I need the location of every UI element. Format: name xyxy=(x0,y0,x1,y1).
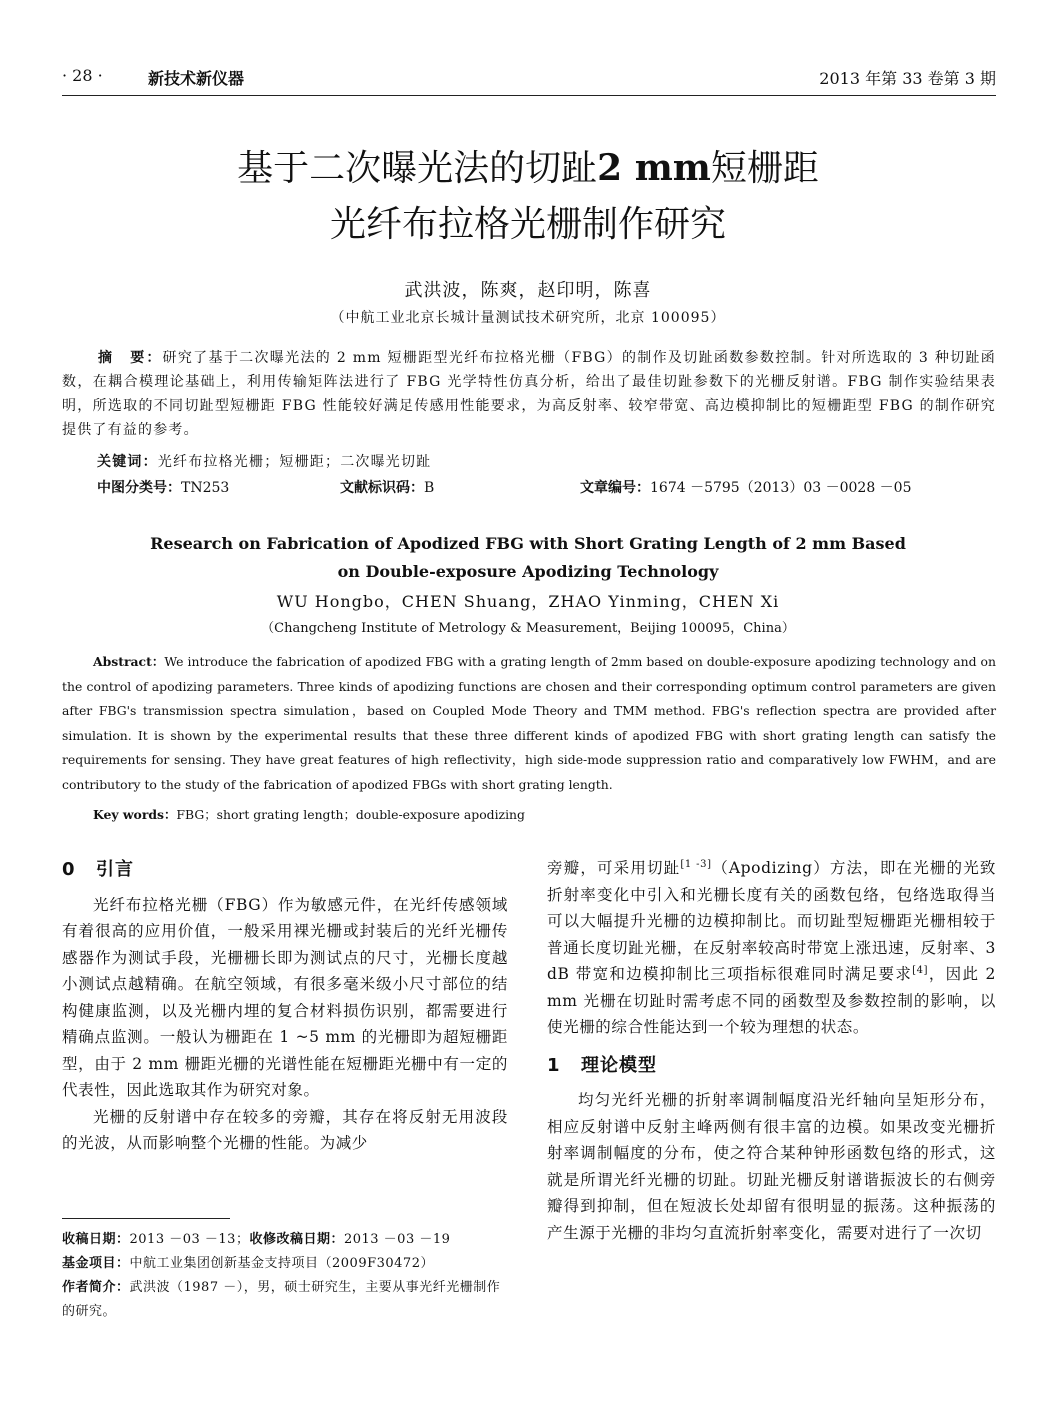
document-code: 文献标识码：B xyxy=(340,480,435,496)
issue-info: 2013 年第 33 卷第 3 期 xyxy=(819,69,996,88)
english-abstract-label: Abstract： xyxy=(93,654,165,669)
english-authors: WU Hongbo，CHEN Shuang，ZHAO Yinming，CHEN Xi xyxy=(276,592,780,611)
clc-number: 中图分类号：TN253 xyxy=(97,480,230,496)
citation-ref: [4] xyxy=(912,964,929,976)
chinese-abstract xyxy=(62,346,996,442)
section-0-heading: 0 引言 xyxy=(62,859,134,880)
footnote-fund: 基金项目：中航工业集团创新基金支持项目（2009F30472） xyxy=(62,1256,434,1271)
english-title: Research on Fabrication of Apodized FBG with Short Grating Length of 2 mm Based on Double-exposure Apodizing Technology xyxy=(150,534,906,581)
section-1-heading: 1 理论模型 xyxy=(547,1054,657,1076)
english-abstract-text: We introduce the fabrication of apodized FBG with a grating length of 2mm based on double-exposure apodizing technology and on the control of apodizing parameters. Three kinds of apodizing functions are chosen and their corresponding optimum control parameters are given after FBG's transmission spectra simulation，based on Coupled Mode Theory and TMM method. FBG's reflection spectra are provided after simulation. It is shown by the experimental results that these three different kinds of apodized FBG with short grating length can satisfy the requirements for sensing. They have great features of high reflectivity，high side-mode suppression ratio and comparatively low FWHM，and are contributory to the study of the fabrication of apodized FBGs with short grating length. xyxy=(62,654,996,792)
paper-title xyxy=(0,140,1056,253)
body-paragraph: 光栅的反射谱中存在较多的旁瓣，其存在将反射无用波段的光波，从而影响整个光栅的性能。为减少 xyxy=(62,1107,508,1152)
body-paragraph: 光纤布拉格光栅（FBG）作为敏感元件，在光纤传感领域有着很高的应用价值，一般采用裸光栅或封装后的光纤光栅传感器作为测试手段，光栅栅长即为测试点的尺寸，光栅长度越小测试点越精确。在航空领域，有很多毫米级小尺寸部位的结构健康监测，以及光栅内埋的复合材料损伤识别，都需要进行精确点监测。一般认为栅距在 1 ~5 mm 的光栅即为超短栅距型，由于 2 mm 栅距光栅的光谱性能在短栅距光栅中有一定的代表性，因此选取其作为研究对象。 xyxy=(62,895,508,1099)
citation-ref: [1 -3] xyxy=(680,858,712,870)
english-abstract xyxy=(62,650,996,797)
running-header xyxy=(62,64,996,90)
footnote-author: 作者简介：武洪波（1987 －），男，硕士研究生，主要从事光纤光栅制作的研究。 xyxy=(62,1280,501,1319)
author-list: 武洪波，陈爽，赵印明，陈喜 xyxy=(404,280,652,301)
affiliation: （中航工业北京长城计量测试技术研究所，北京 100095） xyxy=(330,310,726,326)
chinese-keywords: 关键词：光纤布拉格光栅；短栅距；二次曝光切趾 xyxy=(97,454,432,470)
english-keywords: Key words：FBG；short grating length；double-exposure apodizing xyxy=(93,807,525,822)
header-divider xyxy=(62,95,996,96)
body-paragraph: 均匀光纤光栅的折射率调制幅度沿光纤轴向呈矩形分布，相应反射谱中反射主峰两侧有很丰富的边模。如果改变光栅折射率调制幅度的分布，使之符合某种钟形函数包络的形式，这就是所谓光纤光栅的切趾。切趾光栅反射谱谐振波长的右侧旁瓣得到抑制，但在短波长处却留有很明显的振荡。这种振荡的产生源于光栅的非均匀直流折射率变化，需要对进行了一次切 xyxy=(547,1091,996,1242)
body-paragraph: 旁瓣，可采用切趾[1 -3]（Apodizing）方法，即在光栅的光致折射率变化中引入和光栅长度有关的函数包络，包络选取得当可以大幅提升光栅的边模抑制比。而切趾型短栅距光栅相较于普通长度切趾光栅，在反射率较高时带宽上涨迅速，反射率、3 dB 带宽和边模抑制比三项指标很难同时满足要求[4]，因此 2 mm 光栅在切趾时需考虑不同的函数型及参数控制的影响，以使光栅的综合性能达到一个较为理想的状态。 xyxy=(547,858,996,1036)
journal-name: 新技术新仪器 xyxy=(148,69,245,88)
footnote-divider xyxy=(62,1218,230,1219)
abstract-text: 研究了基于二次曝光法的 2 mm 短栅距型光纤布拉格光栅（FBG）的制作及切趾函数参数控制。针对所选取的 3 种切趾函数，在耦合模理论基础上，利用传输矩阵法进行了 FBG 光学特性仿真分析，给出了最佳切趾参数下的光栅反射谱。FBG 制作实验结果表明，所选取的不同切趾型短栅距 FBG 性能较好满足传感用性能要求，为高反射率、较窄带宽、高边模抑制比的短栅距型 FBG 的制作研究提供了有益的参考。 xyxy=(62,350,997,438)
body-right-column xyxy=(547,855,996,1246)
page-number: · 28 · xyxy=(62,66,103,85)
footnote xyxy=(62,1228,508,1324)
title-line-2: 光纤布拉格光栅制作研究 xyxy=(329,204,726,245)
article-number: 文章编号：1674 －5795（2013）03 －0028 －05 xyxy=(580,480,912,496)
body-left-column xyxy=(62,855,508,1157)
abstract-label: 摘 要： xyxy=(98,350,163,366)
footnote-dates: 收稿日期：2013 －03 －13；收修改稿日期：2013 －03 －19 xyxy=(62,1232,451,1247)
title-line-1: 基于二次曝光法的切趾2 mm短栅距 xyxy=(237,147,819,189)
english-affiliation: （Changcheng Institute of Metrology & Measurement，Beijing 100095，China） xyxy=(261,621,795,636)
